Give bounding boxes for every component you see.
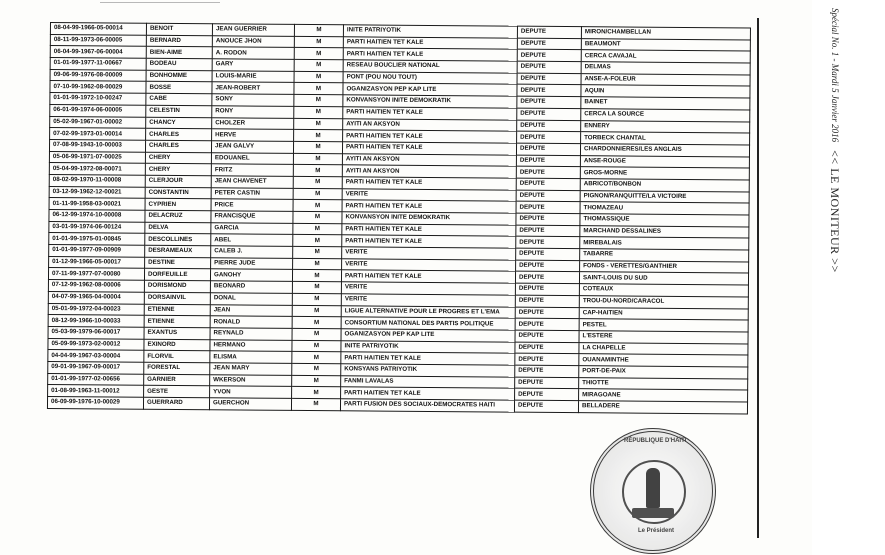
cell-id-number: 01-08-99-1963-11-00012 — [48, 385, 144, 397]
cell-last-name: DESRAMEAUX — [145, 245, 211, 257]
cell-last-name: BONHOMME — [146, 70, 212, 82]
cell-party: PARTI HAITIEN TET KALE — [342, 223, 516, 236]
cell-party: LIGUE ALTERNATIVE POUR LE PROGRES ET L'EMA — [341, 305, 515, 318]
cell-id-number: 06-01-99-1974-06-00005 — [50, 104, 146, 116]
cell-last-name: GESTE — [144, 386, 210, 398]
cell-sex: M — [294, 95, 343, 107]
cell-last-name: GARNIER — [144, 374, 210, 386]
cell-first-name: EDOUANEL — [211, 152, 293, 164]
cell-office: DEPUTE — [515, 377, 579, 389]
cell-last-name: CYPRIEN — [145, 199, 211, 211]
cell-id-number: 01-01-99-1975-01-00845 — [49, 233, 145, 245]
candidate-table-body — [47, 23, 750, 414]
cell-id-number: 01-12-99-1966-05-00017 — [49, 256, 145, 268]
cell-first-name: PETER CASTIN — [211, 187, 293, 199]
cell-last-name: EXANTUS — [144, 327, 210, 339]
cell-party: PARTI HAITIEN TET KALE — [343, 48, 517, 61]
cell-office: DEPUTE — [517, 131, 581, 143]
candidate-table-wrapper — [47, 22, 750, 472]
cell-constituency: TROU-DU-NORD/CARACOL — [579, 295, 748, 308]
cell-last-name: ETIENNE — [144, 315, 210, 327]
cell-office: DEPUTE — [515, 283, 579, 295]
cell-party: OGANIZASYON PEP KAP LITE — [343, 83, 517, 96]
cell-id-number: 05-04-99-1972-08-00071 — [49, 163, 145, 175]
official-seal-stamp — [590, 428, 716, 554]
cell-first-name: JEAN GALVY — [211, 141, 293, 153]
cell-constituency: CERCA CAVAJAL — [581, 50, 750, 63]
cell-id-number: 03-12-99-1962-12-00021 — [49, 186, 145, 198]
cell-last-name: BOSSE — [146, 82, 212, 94]
cell-first-name: BEONARD — [210, 281, 292, 293]
cell-first-name: JEAN-ROBERT — [212, 82, 294, 94]
cell-last-name: GUERRARD — [143, 397, 209, 409]
cell-sex: M — [292, 352, 341, 364]
cell-constituency: FONDS - VERETTES/GANTHIER — [580, 260, 749, 273]
cell-office: DEPUTE — [516, 190, 580, 202]
cell-office: DEPUTE — [515, 307, 579, 319]
cell-last-name: ETIENNE — [144, 304, 210, 316]
cell-sex: M — [292, 363, 341, 375]
cell-party: PARTI HAITIEN TET KALE — [342, 142, 516, 155]
cell-constituency: PORT-DE-PAIX — [579, 366, 748, 379]
cell-sex: M — [294, 130, 343, 142]
cell-party: OGANIZASYON PEP KAP LITE — [341, 329, 515, 342]
cell-party: PARTI HAITIEN TET KALE — [341, 352, 515, 365]
cell-office: DEPUTE — [516, 178, 580, 190]
cell-office: DEPUTE — [516, 237, 580, 249]
cell-sex: M — [294, 83, 343, 95]
running-header — [785, 8, 885, 273]
cell-office: DEPUTE — [517, 61, 581, 73]
cell-first-name: HERVE — [212, 129, 294, 141]
cell-constituency: LA CHAPELLE — [579, 342, 748, 355]
cell-sex: M — [292, 387, 341, 399]
cell-constituency: ANSE-ROUGE — [580, 155, 749, 168]
cell-sex: M — [291, 398, 340, 410]
cell-sex: M — [292, 375, 341, 387]
cell-sex: M — [292, 340, 341, 352]
cell-first-name: ELISMA — [210, 351, 292, 363]
cell-party: AYITI AN AKSYON — [342, 153, 516, 166]
cell-last-name: DELACRUZ — [145, 210, 211, 222]
cell-sex: M — [293, 246, 342, 258]
cell-last-name: DESTINE — [145, 257, 211, 269]
cell-sex: M — [294, 71, 343, 83]
cell-party: CONSORTIUM NATIONAL DES PARTIS POLITIQUE — [341, 317, 515, 330]
cell-first-name: YVON — [210, 386, 292, 398]
cell-last-name: DESCOLLINES — [145, 234, 211, 246]
cell-party: AYITI AN AKSYON — [343, 118, 517, 131]
cell-sex: M — [293, 200, 342, 212]
cell-id-number: 05-06-99-1971-07-00025 — [49, 151, 145, 163]
cell-office: DEPUTE — [515, 365, 579, 377]
cell-last-name: BIEN-AIME — [146, 47, 212, 59]
cell-constituency: ANSE-A-FOLEUR — [581, 73, 750, 86]
cell-last-name: DELVA — [145, 222, 211, 234]
cell-office: DEPUTE — [517, 73, 581, 85]
seal-bottom-text: Le Président — [638, 528, 675, 534]
cell-constituency: TABARRE — [580, 249, 749, 262]
cell-constituency: AQUIN — [581, 85, 750, 98]
newspaper-title: << LE MONITEUR >> — [828, 150, 842, 273]
cell-office: DEPUTE — [517, 50, 581, 62]
cell-constituency: PESTEL — [579, 319, 748, 332]
cell-sex: M — [293, 223, 342, 235]
cell-id-number: 07-02-99-1973-01-00014 — [50, 128, 146, 140]
trophy-base-icon — [632, 508, 674, 518]
cell-constituency: L'ESTERE — [579, 331, 748, 344]
cell-last-name: CHARLES — [145, 140, 211, 152]
cell-id-number: 05-03-99-1979-06-00017 — [48, 326, 144, 338]
cell-sex: M — [293, 141, 342, 153]
cell-id-number: 01-11-99-1958-03-00021 — [49, 198, 145, 210]
cell-party: KONVANSYON INITE DEMOKRATIK — [343, 95, 517, 108]
cell-office: DEPUTE — [517, 26, 581, 38]
cell-party: PARTI FUSION DES SOCIAUX-DEMOCRATES HAITI — [340, 399, 514, 412]
palm-tree-icon — [646, 468, 660, 508]
cell-first-name: JEAN MARY — [210, 363, 292, 375]
cell-id-number: 04-04-99-1967-03-00004 — [48, 350, 144, 362]
cell-last-name: FORESTAL — [144, 362, 210, 374]
cell-constituency: COTEAUX — [579, 284, 748, 297]
cell-constituency: SAINT-LOUIS DU SUD — [579, 272, 748, 285]
cell-office: DEPUTE — [515, 272, 579, 284]
cell-office: DEPUTE — [515, 342, 579, 354]
cell-sex: M — [292, 328, 341, 340]
cell-last-name: CELESTIN — [146, 105, 212, 117]
cell-first-name: REYNALD — [210, 328, 292, 340]
cell-id-number: 07-10-99-1962-08-00029 — [50, 81, 146, 93]
cell-constituency: OUANAMINTHE — [579, 354, 748, 367]
cell-constituency: CHARDONNIERES/LES ANGLAIS — [580, 144, 749, 157]
cell-first-name: JEAN GUERRIER — [212, 24, 294, 36]
cell-sex: M — [294, 24, 343, 36]
cell-first-name: ABEL — [211, 234, 293, 246]
cell-first-name: JEAN CHAVENET — [211, 176, 293, 188]
cell-office: DEPUTE — [516, 143, 580, 155]
cell-office: DEPUTE — [517, 96, 581, 108]
cell-constituency: BELLADERE — [578, 401, 747, 414]
cell-last-name: BENOIT — [146, 23, 212, 35]
cell-sex: M — [293, 211, 342, 223]
cell-party: FANMI LAVALAS — [341, 375, 515, 388]
cell-id-number: 06-12-99-1974-10-00008 — [49, 209, 145, 221]
cell-id-number: 09-06-99-1976-08-00009 — [50, 69, 146, 81]
cell-last-name: CABE — [146, 93, 212, 105]
cell-party: INITE PATRIYOTIK — [343, 25, 517, 38]
cell-first-name: ANOUCE JHON — [212, 35, 294, 47]
cell-constituency: THIOTTE — [579, 377, 748, 390]
cell-constituency: BEAUMONT — [581, 38, 750, 51]
cell-first-name: WKERSON — [210, 374, 292, 386]
cell-constituency: CERCA LA SOURCE — [581, 108, 750, 121]
cell-first-name: CHOLZER — [212, 117, 294, 129]
cell-first-name: SONY — [212, 94, 294, 106]
issue-line: Spécial No. 1 - Mardi 5 Janvier 2016 — [830, 8, 840, 143]
cell-first-name: LOUIS-MARIE — [212, 71, 294, 83]
cell-first-name: HERMANO — [210, 339, 292, 351]
cell-constituency: MARCHAND DESSALINES — [580, 225, 749, 238]
cell-id-number: 01-01-99-1977-02-00656 — [48, 373, 144, 385]
cell-first-name: GARY — [212, 59, 294, 71]
cell-sex: M — [292, 293, 341, 305]
cell-sex: M — [293, 258, 342, 270]
cell-last-name: CLERJOUR — [145, 175, 211, 187]
cell-first-name: FRANCISQUE — [211, 211, 293, 223]
cell-office: DEPUTE — [516, 260, 580, 272]
cell-id-number: 09-01-99-1967-09-00017 — [48, 361, 144, 373]
cell-party: PARTI HAITIEN TET KALE — [341, 270, 515, 283]
cell-id-number: 06-04-99-1967-06-00004 — [50, 46, 146, 58]
cell-office: DEPUTE — [515, 318, 579, 330]
cell-office: DEPUTE — [515, 295, 579, 307]
cell-sex: M — [292, 305, 341, 317]
cell-sex: M — [293, 235, 342, 247]
cell-party: RESEAU BOUCLIER NATIONAL — [343, 60, 517, 73]
cell-id-number: 04-07-99-1965-04-00004 — [48, 291, 144, 303]
cell-constituency: GROS-MORNE — [580, 167, 749, 180]
cell-last-name: DORISMOND — [144, 280, 210, 292]
seal-ring-text: RÉPUBLIQUE D'HAÏTI — [624, 438, 687, 444]
cell-party: VERITE — [341, 294, 515, 307]
cell-constituency: BAINET — [581, 97, 750, 110]
cell-party: PONT (POU NOU TOUT) — [343, 72, 517, 85]
cell-party: AYITI AN AKSYON — [342, 165, 516, 178]
cell-id-number: 08-12-99-1966-10-00033 — [48, 315, 144, 327]
cell-constituency: ENNERY — [581, 120, 750, 133]
cell-last-name: CHERY — [145, 152, 211, 164]
cell-sex: M — [294, 118, 343, 130]
scan-mark — [100, 2, 220, 11]
cell-first-name: FRITZ — [211, 164, 293, 176]
cell-office: DEPUTE — [517, 108, 581, 120]
cell-sex: M — [294, 48, 343, 60]
cell-sex: M — [293, 188, 342, 200]
cell-first-name: DONAL — [210, 293, 292, 305]
cell-party: KONSYANS PATRIYOTIK — [341, 364, 515, 377]
cell-party: PARTI HAITIEN TET KALE — [342, 177, 516, 190]
cell-office: DEPUTE — [516, 155, 580, 167]
cell-first-name: GUERCHON — [209, 398, 291, 410]
cell-last-name: BODEAU — [146, 58, 212, 70]
cell-last-name: EXINORD — [144, 339, 210, 351]
cell-office: DEPUTE — [514, 400, 578, 412]
cell-id-number: 08-11-99-1973-06-00005 — [50, 34, 146, 46]
cell-sex: M — [292, 317, 341, 329]
cell-party: VERITE — [341, 282, 515, 295]
cell-last-name: DORFEUILLE — [144, 269, 210, 281]
cell-constituency: CAP-HAITIEN — [579, 307, 748, 320]
cell-constituency: PIGNON/RANQUITTE/LA VICTOIRE — [580, 190, 749, 203]
cell-sex: M — [292, 270, 341, 282]
cell-id-number: 03-01-99-1974-06-00124 — [49, 221, 145, 233]
cell-id-number: 07-12-99-1962-08-00006 — [48, 280, 144, 292]
cell-first-name: GANOHY — [210, 269, 292, 281]
cell-id-number: 01-01-99-1977-09-00909 — [49, 245, 145, 257]
cell-party: VERITE — [342, 259, 516, 272]
cell-last-name: CHANCY — [146, 117, 212, 129]
cell-first-name: A. RODON — [212, 47, 294, 59]
candidate-table — [47, 22, 751, 414]
cell-first-name: RONY — [212, 106, 294, 118]
cell-party: PARTI HAITIEN TET KALE — [343, 36, 517, 49]
cell-last-name: FLORVIL — [144, 350, 210, 362]
cell-id-number: 06-09-99-1976-10-00029 — [47, 396, 143, 408]
cell-sex: M — [294, 36, 343, 48]
cell-sex: M — [292, 282, 341, 294]
cell-constituency: ABRICOT/BONBON — [580, 179, 749, 192]
cell-party: VERITE — [342, 188, 516, 201]
cell-office: DEPUTE — [515, 388, 579, 400]
cell-last-name: CHARLES — [146, 128, 212, 140]
cell-id-number: 01-01-99-1977-11-00667 — [50, 58, 146, 70]
cell-constituency: DELMAS — [581, 62, 750, 75]
cell-sex: M — [293, 176, 342, 188]
cell-id-number: 07-08-99-1943-10-00003 — [49, 139, 145, 151]
cell-sex: M — [293, 165, 342, 177]
cell-id-number: 05-02-99-1967-01-00002 — [50, 116, 146, 128]
cell-office: DEPUTE — [516, 201, 580, 213]
cell-constituency: MIRAGOANE — [579, 389, 748, 402]
cell-party: PARTI HAITIEN TET KALE — [342, 235, 516, 248]
cell-party: PARTI HAITIEN TET KALE — [341, 387, 515, 400]
cell-office: DEPUTE — [516, 248, 580, 260]
cell-first-name: PRICE — [211, 199, 293, 211]
cell-office: DEPUTE — [515, 330, 579, 342]
cell-constituency: TORBECK CHANTAL — [581, 132, 750, 145]
cell-party: VERITE — [342, 247, 516, 260]
cell-id-number: 05-09-99-1973-02-00012 — [48, 338, 144, 350]
cell-party: PARTI HAITIEN TET KALE — [343, 107, 517, 120]
cell-first-name: PIERRE JUDE — [211, 258, 293, 270]
cell-id-number: 07-11-99-1977-07-00080 — [48, 268, 144, 280]
cell-office: DEPUTE — [517, 120, 581, 132]
cell-id-number: 08-02-99-1970-11-00008 — [49, 174, 145, 186]
cell-office: DEPUTE — [516, 166, 580, 178]
cell-office: DEPUTE — [517, 85, 581, 97]
cell-id-number: 05-01-99-1972-04-00023 — [48, 303, 144, 315]
cell-constituency: THOMASSIQUE — [580, 214, 749, 227]
cell-party: PARTI HAITIEN TET KALE — [342, 200, 516, 213]
cell-sex: M — [294, 59, 343, 71]
cell-office: DEPUTE — [515, 353, 579, 365]
cell-office: DEPUTE — [517, 38, 581, 50]
cell-last-name: CHERY — [145, 164, 211, 176]
cell-constituency: MIRON/CHAMBELLAN — [581, 27, 750, 40]
cell-first-name: JEAN — [210, 304, 292, 316]
margin-rule — [757, 18, 759, 538]
cell-first-name: CALEB J. — [211, 246, 293, 258]
cell-first-name: GARCIA — [211, 222, 293, 234]
cell-office: DEPUTE — [516, 213, 580, 225]
cell-last-name: DORSAINVIL — [144, 292, 210, 304]
cell-sex: M — [293, 153, 342, 165]
cell-party: KONVANSYON INITE DEMOKRATIK — [342, 212, 516, 225]
cell-last-name: BERNARD — [146, 35, 212, 47]
cell-party: INITE PATRIYOTIK — [341, 340, 515, 353]
cell-id-number: 01-01-99-1972-10-00247 — [50, 93, 146, 105]
cell-id-number: 08-04-99-1966-05-00014 — [50, 23, 146, 35]
cell-sex: M — [294, 106, 343, 118]
cell-constituency: MIREBALAIS — [580, 237, 749, 250]
cell-party: PARTI HAITIEN TET KALE — [343, 130, 517, 143]
cell-constituency: THOMAZEAU — [580, 202, 749, 215]
cell-first-name: RONALD — [210, 316, 292, 328]
cell-office: DEPUTE — [516, 225, 580, 237]
cell-last-name: CONSTANTIN — [145, 187, 211, 199]
